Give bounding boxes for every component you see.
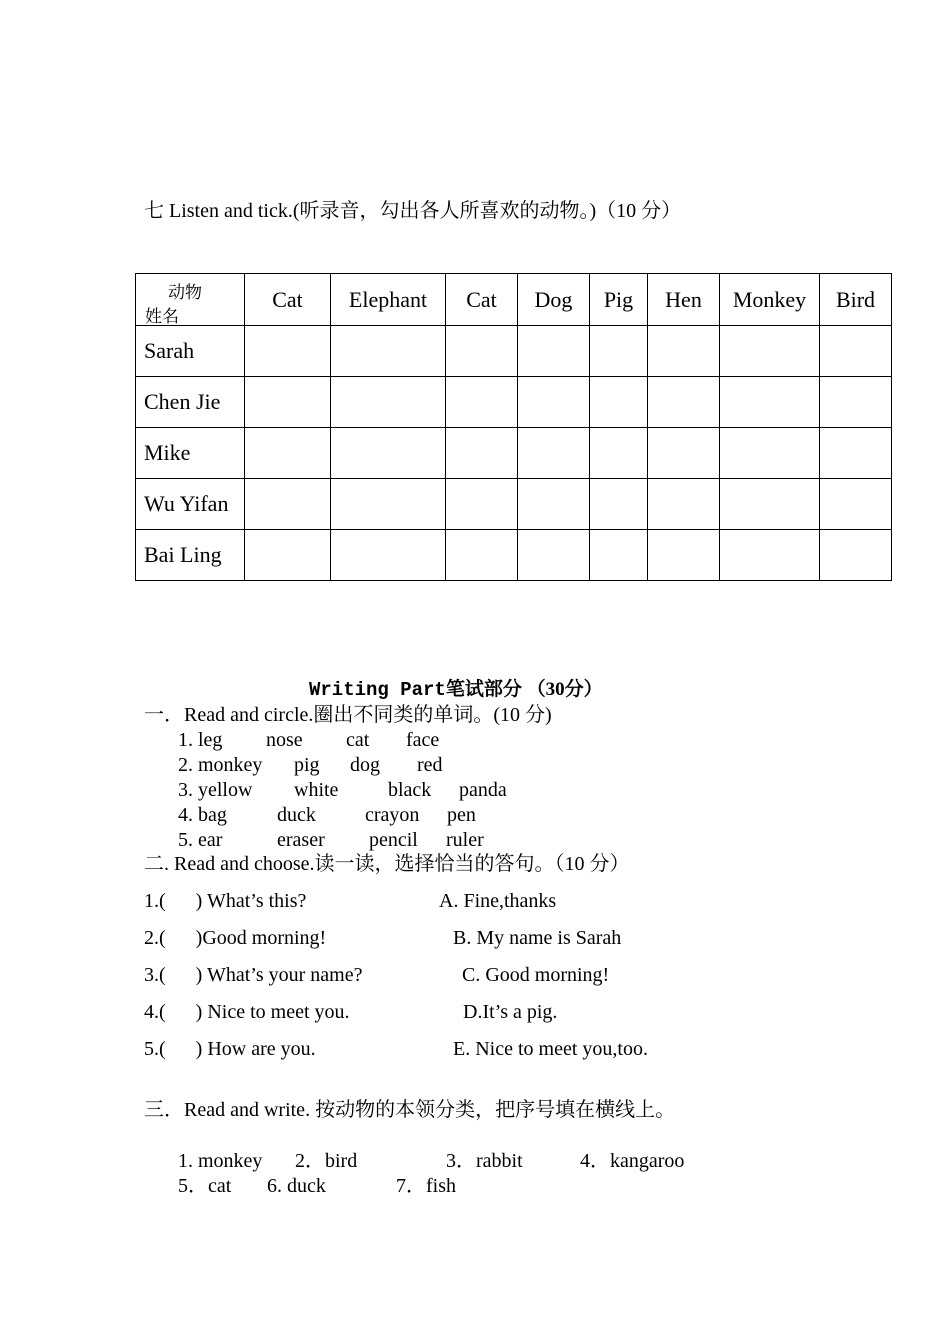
answer-option: C. Good morning!	[462, 964, 610, 986]
tick-cell[interactable]	[820, 428, 892, 479]
word: white	[294, 779, 339, 801]
word: panda	[459, 779, 507, 801]
tick-cell[interactable]	[648, 326, 720, 377]
tick-cell[interactable]	[518, 530, 590, 581]
word: 3. yellow	[178, 779, 253, 801]
listen-tick-table	[135, 273, 892, 581]
tick-cell[interactable]	[590, 377, 648, 428]
tick-cell[interactable]	[331, 428, 446, 479]
part2-heading: 二. Read and choose.读一读，选择恰当的答句。（10 分）	[144, 853, 630, 875]
word: dog	[350, 754, 380, 776]
writing-part-title	[309, 680, 603, 700]
animal-word: 1. monkey	[178, 1150, 263, 1172]
question-text: 3.( ) What’s your name?	[144, 964, 363, 986]
tick-cell[interactable]	[720, 530, 820, 581]
writing-title-cn: 笔试部分 （30分）	[445, 679, 603, 700]
column-header: Cat	[245, 274, 331, 326]
word: pen	[447, 804, 476, 826]
word: black	[388, 779, 432, 801]
tick-cell[interactable]	[648, 377, 720, 428]
column-header: Bird	[820, 274, 892, 326]
word: red	[417, 754, 443, 776]
word: pencil	[369, 829, 418, 851]
tick-cell[interactable]	[648, 530, 720, 581]
corner-name-label: 姓名	[145, 307, 179, 326]
row-name: Wu Yifan	[136, 479, 245, 530]
word: face	[406, 729, 440, 751]
word: 1. leg	[178, 729, 223, 751]
tick-cell[interactable]	[245, 377, 331, 428]
question-text: 5.( ) How are you.	[144, 1038, 316, 1060]
tick-cell[interactable]	[720, 377, 820, 428]
tick-cell[interactable]	[331, 530, 446, 581]
animal-word: 6. duck	[267, 1175, 326, 1197]
answer-option: E. Nice to meet you,too.	[453, 1038, 648, 1060]
tick-cell[interactable]	[820, 479, 892, 530]
question-text: 1.( ) What’s this?	[144, 890, 307, 912]
animal-word: 5．cat	[178, 1175, 232, 1197]
word: crayon	[365, 804, 420, 826]
tick-cell[interactable]	[245, 479, 331, 530]
column-header: Cat	[446, 274, 518, 326]
tick-cell[interactable]	[245, 428, 331, 479]
tick-cell[interactable]	[331, 377, 446, 428]
column-header: Pig	[590, 274, 648, 326]
tick-cell[interactable]	[590, 428, 648, 479]
corner-cell	[136, 274, 245, 326]
row-name: Chen Jie	[136, 377, 245, 428]
tick-cell[interactable]	[446, 479, 518, 530]
tick-cell[interactable]	[820, 326, 892, 377]
word: pig	[294, 754, 320, 776]
table-row	[136, 326, 892, 377]
tick-cell[interactable]	[245, 326, 331, 377]
answer-option: A. Fine,thanks	[439, 890, 557, 912]
tick-cell[interactable]	[720, 479, 820, 530]
word: 2. monkey	[178, 754, 263, 776]
tick-cell[interactable]	[590, 479, 648, 530]
row-name: Mike	[136, 428, 245, 479]
tick-cell[interactable]	[446, 326, 518, 377]
tick-cell[interactable]	[446, 530, 518, 581]
row-name: Sarah	[136, 326, 245, 377]
tick-cell[interactable]	[245, 530, 331, 581]
question-text: 2.( )Good morning!	[144, 927, 327, 949]
column-header: Elephant	[331, 274, 446, 326]
part1-heading: 一．Read and circle.圈出不同类的单词。(10 分)	[144, 704, 552, 726]
tick-cell[interactable]	[518, 479, 590, 530]
tick-cell[interactable]	[648, 479, 720, 530]
word: duck	[277, 804, 316, 826]
tick-cell[interactable]	[518, 326, 590, 377]
word: nose	[266, 729, 303, 751]
column-header: Hen	[648, 274, 720, 326]
tick-cell[interactable]	[446, 428, 518, 479]
tick-cell[interactable]	[590, 530, 648, 581]
tick-cell[interactable]	[518, 428, 590, 479]
tick-cell[interactable]	[331, 326, 446, 377]
table-row	[136, 428, 892, 479]
tick-cell[interactable]	[820, 377, 892, 428]
answer-option: B. My name is Sarah	[453, 927, 622, 949]
column-header: Dog	[518, 274, 590, 326]
table-row	[136, 377, 892, 428]
question-text: 4.( ) Nice to meet you.	[144, 1001, 350, 1023]
animal-word: 7．fish	[396, 1175, 456, 1197]
table-row	[136, 530, 892, 581]
animal-word: 2．bird	[295, 1150, 358, 1172]
tick-cell[interactable]	[331, 479, 446, 530]
corner-animal-label: 动物	[168, 283, 202, 302]
word: cat	[346, 729, 370, 751]
tick-cell[interactable]	[446, 377, 518, 428]
animal-word: 3．rabbit	[446, 1150, 523, 1172]
column-header: Monkey	[720, 274, 820, 326]
answer-option: D.It’s a pig.	[463, 1001, 558, 1023]
tick-cell[interactable]	[518, 377, 590, 428]
tick-cell[interactable]	[720, 428, 820, 479]
animal-word: 4．kangaroo	[580, 1150, 685, 1172]
tick-cell[interactable]	[720, 326, 820, 377]
table-row	[136, 479, 892, 530]
part3-heading: 三．Read and write. 按动物的本领分类，把序号填在横线上。	[144, 1099, 676, 1121]
word: eraser	[277, 829, 325, 851]
tick-cell[interactable]	[590, 326, 648, 377]
word: 4. bag	[178, 804, 227, 826]
tick-cell[interactable]	[648, 428, 720, 479]
table-header-row	[136, 274, 892, 326]
section7-heading: 七 Listen and tick.(听录音，勾出各人所喜欢的动物。)（10 分）	[144, 200, 682, 222]
writing-title-en: Writing Part	[309, 679, 446, 701]
row-name: Bai Ling	[136, 530, 245, 581]
word: 5. ear	[178, 829, 223, 851]
tick-cell[interactable]	[820, 530, 892, 581]
word: ruler	[446, 829, 484, 851]
